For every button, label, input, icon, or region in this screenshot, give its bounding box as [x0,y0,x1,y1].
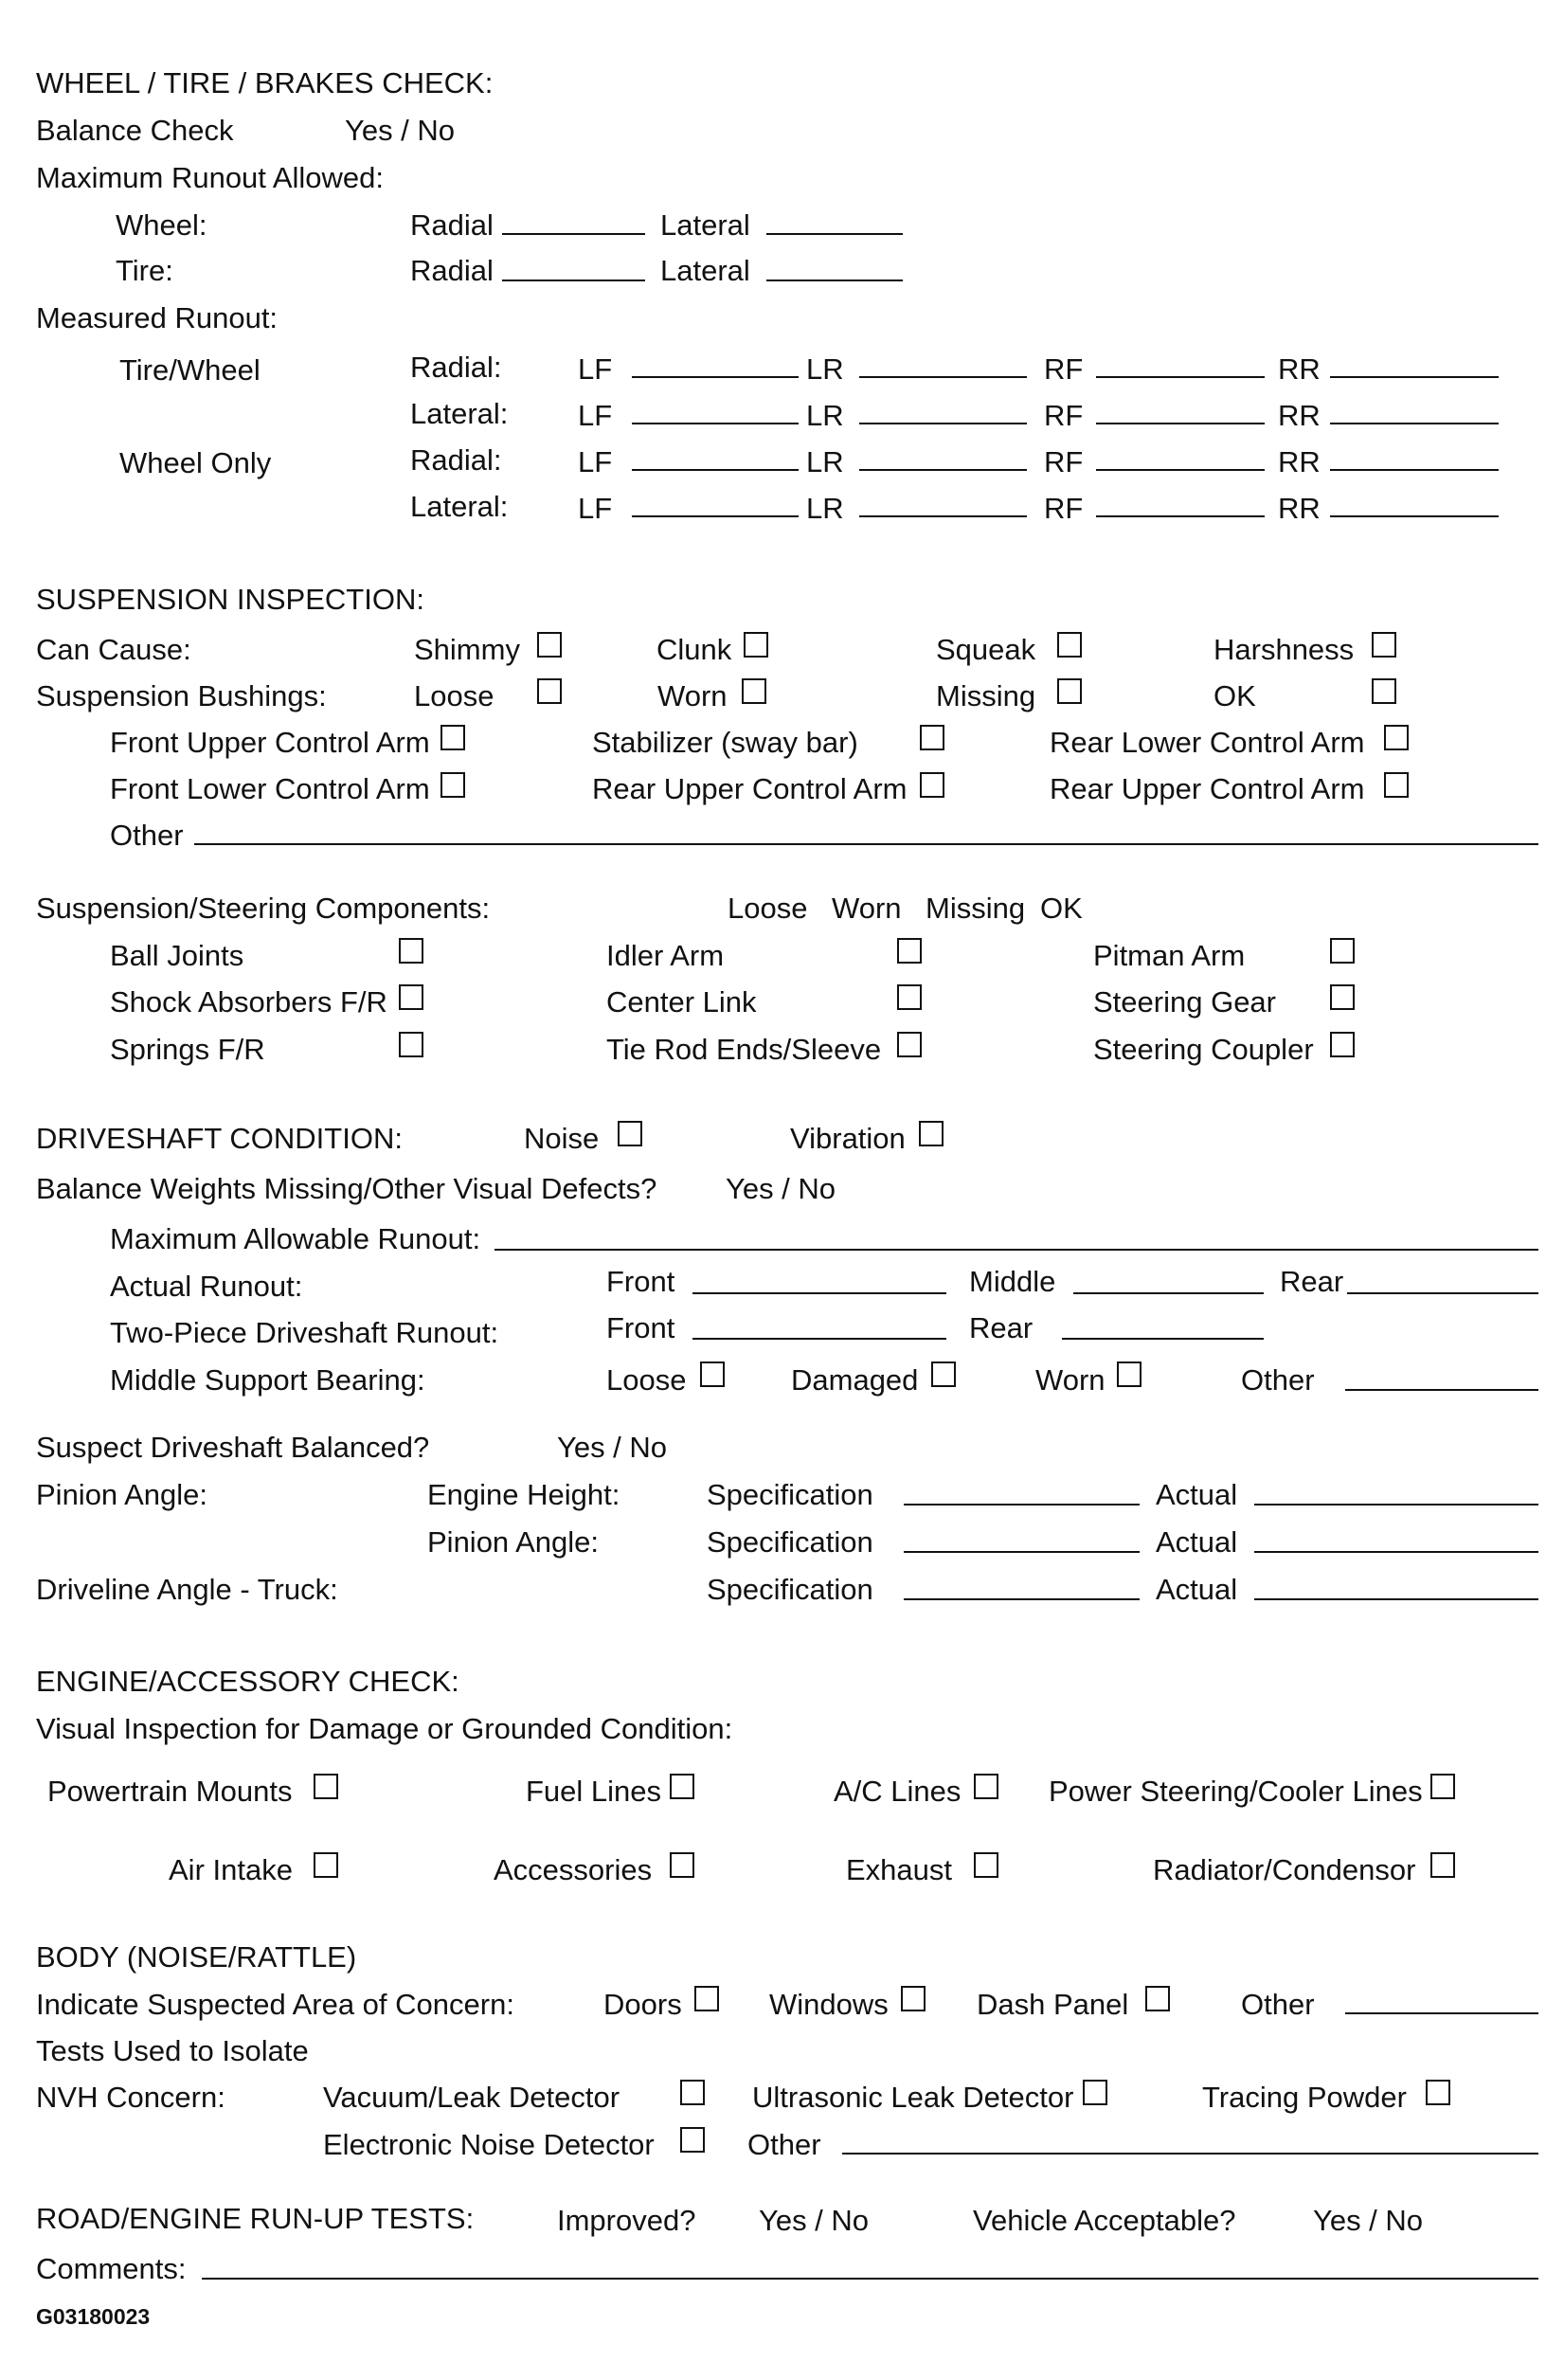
middle-support-label: Middle Support Bearing: [110,1363,425,1397]
two-piece-label: Two-Piece Driveshaft Runout: [110,1316,499,1349]
steering-column-label: Loose [728,892,808,925]
suspension-other-line[interactable] [194,843,1538,845]
tire-label: Tire: [116,254,173,287]
actual-line[interactable] [1254,1551,1538,1553]
bearing-state: Loose [606,1363,687,1397]
two-piece-rear-label: Rear [969,1311,1034,1344]
bushing-part: Rear Lower Control Arm [1050,726,1365,759]
figure-code: G03180023 [36,2304,151,2329]
wheel-lateral-label: Lateral [660,208,750,242]
measured-runout-line[interactable] [1096,423,1265,424]
actual-rear-label: Rear [1280,1265,1344,1298]
engine-item: Air Intake [169,1853,293,1886]
steering-component: Shock Absorbers F/R [110,985,387,1019]
balance-weights-label: Balance Weights Missing/Other Visual Defects? [36,1172,657,1205]
can-cause-checkbox[interactable] [1372,632,1396,658]
bushing-state-checkbox[interactable] [537,678,562,704]
tire-wheel-label: Tire/Wheel [119,353,261,387]
actual-runout-label: Actual Runout: [110,1270,303,1303]
can-cause-checkbox[interactable] [1057,632,1082,658]
body-area: Windows [769,1988,889,2021]
wheel-label: Wheel: [116,208,207,242]
engine-item-checkbox[interactable] [974,1774,998,1799]
measured-runout-line[interactable] [859,376,1027,378]
vehicle-acceptable-label: Vehicle Acceptable? [973,2204,1236,2237]
specification-line[interactable] [904,1598,1140,1600]
engine-item-checkbox[interactable] [1430,1852,1455,1878]
bushing-part-checkbox[interactable] [920,772,944,798]
nvh-tool-checkbox[interactable] [680,2080,705,2105]
bearing-state: Worn [1035,1363,1106,1397]
nvh-tool-checkbox[interactable] [1426,2080,1450,2105]
specification-label: Specification [707,1478,873,1511]
section-heading-wheel: WHEEL / TIRE / BRAKES CHECK: [36,66,494,99]
can-cause-item: Clunk [656,633,732,666]
body-area-checkbox[interactable] [694,1986,719,2011]
actual-middle-line[interactable] [1073,1292,1264,1294]
max-allowable-label: Maximum Allowable Runout: [110,1222,481,1255]
position-label: RF [1044,492,1084,525]
steering-component: Springs F/R [110,1033,265,1066]
bearing-state-checkbox[interactable] [700,1361,725,1387]
bearing-other-line[interactable] [1345,1389,1538,1391]
measured-runout-line[interactable] [1330,469,1499,471]
driveline-label: Driveline Angle - Truck: [36,1573,338,1606]
position-label: LR [806,492,844,525]
bushing-part: Rear Upper Control Arm [1050,772,1365,805]
bushing-state-checkbox[interactable] [1057,678,1082,704]
wheel-lateral-line[interactable] [766,233,903,235]
suspect-balanced-yes-no: Yes / No [557,1431,668,1464]
measured-runout-line[interactable] [1330,423,1499,424]
engine-item-checkbox[interactable] [974,1852,998,1878]
steering-component: Center Link [606,985,757,1019]
bushing-state: OK [1213,679,1256,712]
measured-runout-line[interactable] [1096,515,1265,517]
wheel-radial-label: Radial [410,208,494,242]
steering-component-checkbox[interactable] [399,984,423,1010]
noise-label: Noise [524,1122,600,1155]
body-area-checkbox[interactable] [1145,1986,1170,2011]
engine-height-label: Engine Height: [427,1478,620,1511]
tire-lateral-label: Lateral [660,254,750,287]
engine-item: Power Steering/Cooler Lines [1049,1775,1423,1808]
steering-column-label: Worn [832,892,902,925]
bearing-other-label: Other [1241,1363,1315,1397]
wheel-only-label: Wheel Only [119,446,272,479]
measured-row-label: Lateral: [410,397,509,430]
nvh-tool: Electronic Noise Detector [323,2128,655,2161]
bushings-label: Suspension Bushings: [36,679,327,712]
engine-item-checkbox[interactable] [314,1852,338,1878]
measured-runout-line[interactable] [632,376,799,378]
balance-check-yes-no: Yes / No [345,114,456,147]
steering-component-checkbox[interactable] [1330,938,1355,964]
engine-item-checkbox[interactable] [314,1774,338,1799]
bushing-part: Front Lower Control Arm [110,772,430,805]
nvh-tool: Ultrasonic Leak Detector [752,2081,1074,2114]
actual-label: Actual [1156,1525,1238,1559]
engine-item: Powertrain Mounts [47,1775,293,1808]
bushing-part: Stabilizer (sway bar) [592,726,858,759]
bearing-state-checkbox[interactable] [931,1361,956,1387]
specification-line[interactable] [904,1551,1140,1553]
steering-column-label: OK [1040,892,1083,925]
measured-runout-line[interactable] [859,515,1027,517]
measured-row-label: Radial: [410,443,502,477]
engine-item: A/C Lines [834,1775,962,1808]
body-area-checkbox[interactable] [901,1986,926,2011]
steering-component: Steering Coupler [1093,1033,1314,1066]
engine-item-checkbox[interactable] [670,1774,694,1799]
bushing-state-checkbox[interactable] [742,678,766,704]
two-piece-rear-line[interactable] [1062,1338,1264,1340]
measured-runout-line[interactable] [859,469,1027,471]
two-piece-front-label: Front [606,1311,675,1344]
position-label: RR [1278,492,1321,525]
position-label: RF [1044,352,1084,386]
position-label: LR [806,445,844,478]
balance-check-label: Balance Check [36,114,234,147]
nvh-tool-checkbox[interactable] [680,2127,705,2153]
nvh-other-line[interactable] [842,2153,1538,2155]
measured-row-label: Lateral: [410,490,509,523]
bushing-state: Loose [414,679,494,712]
specification-line[interactable] [904,1504,1140,1506]
measured-row-label: Radial: [410,351,502,384]
actual-label: Actual [1156,1573,1238,1606]
bushing-part-checkbox[interactable] [1384,725,1409,750]
position-label: RR [1278,445,1321,478]
steering-component-checkbox[interactable] [399,1032,423,1057]
body-other-label: Other [1241,1988,1315,2021]
measured-runout-line[interactable] [1330,515,1499,517]
body-area: Dash Panel [977,1988,1129,2021]
can-cause-checkbox[interactable] [744,632,768,658]
position-label: RR [1278,399,1321,432]
position-label: RR [1278,352,1321,386]
can-cause-checkbox[interactable] [537,632,562,658]
measured-runout-line[interactable] [1096,376,1265,378]
specification-label: Specification [707,1573,873,1606]
visual-inspection-label: Visual Inspection for Damage or Grounded Condition: [36,1712,733,1745]
improved-label: Improved? [557,2204,696,2237]
section-heading-road: ROAD/ENGINE RUN-UP TESTS: [36,2202,475,2235]
steering-component-checkbox[interactable] [897,938,922,964]
steering-component-checkbox[interactable] [897,1032,922,1057]
actual-label: Actual [1156,1478,1238,1511]
actual-front-label: Front [606,1265,675,1298]
tire-radial-line[interactable] [502,279,645,281]
specification-label: Specification [707,1525,873,1559]
can-cause-item: Harshness [1213,633,1355,666]
engine-item: Accessories [494,1853,653,1886]
position-label: LF [578,445,613,478]
position-label: RF [1044,399,1084,432]
steering-component: Ball Joints [110,939,244,972]
engine-item: Exhaust [846,1853,953,1886]
engine-item: Radiator/Condensor [1153,1853,1416,1886]
steering-component: Steering Gear [1093,985,1276,1019]
body-other-line[interactable] [1345,2012,1538,2014]
actual-line[interactable] [1254,1504,1538,1506]
position-label: LF [578,492,613,525]
wheel-radial-line[interactable] [502,233,645,235]
measured-runout-line[interactable] [632,423,799,424]
steering-component-checkbox[interactable] [399,938,423,964]
steering-component: Tie Rod Ends/Sleeve [606,1033,882,1066]
nvh-tool: Tracing Powder [1202,2081,1407,2114]
steering-component-checkbox[interactable] [1330,1032,1355,1057]
measured-runout-line[interactable] [859,423,1027,424]
measured-runout-line[interactable] [1330,376,1499,378]
section-heading-body: BODY (NOISE/RATTLE) [36,1940,357,1974]
measured-runout-line[interactable] [632,469,799,471]
steering-component-checkbox[interactable] [897,984,922,1010]
nvh-concern-label: NVH Concern: [36,2081,225,2114]
bushing-part-checkbox[interactable] [920,725,944,750]
bushing-part-checkbox[interactable] [440,772,465,798]
tests-used-label: Tests Used to Isolate [36,2034,309,2067]
measured-runout-line[interactable] [1096,469,1265,471]
steering-column-label: Missing [926,892,1026,925]
tire-lateral-line[interactable] [766,279,903,281]
engine-item-checkbox[interactable] [1430,1774,1455,1799]
bushing-part-checkbox[interactable] [1384,772,1409,798]
bushing-part: Rear Upper Control Arm [592,772,908,805]
can-cause-item: Shimmy [414,633,520,666]
actual-front-line[interactable] [692,1292,946,1294]
bushing-state-checkbox[interactable] [1372,678,1396,704]
steering-component: Idler Arm [606,939,725,972]
nvh-tool-checkbox[interactable] [1083,2080,1107,2105]
engine-item: Fuel Lines [526,1775,662,1808]
steering-component-checkbox[interactable] [1330,984,1355,1010]
actual-rear-line[interactable] [1347,1292,1538,1294]
body-area: Doors [603,1988,682,2021]
suspension-other-label: Other [110,819,184,852]
position-label: LF [578,399,613,432]
section-heading-engine: ENGINE/ACCESSORY CHECK: [36,1665,459,1698]
comments-line[interactable] [202,2278,1538,2280]
bushing-part: Front Upper Control Arm [110,726,430,759]
steering-component: Pitman Arm [1093,939,1246,972]
position-label: LR [806,352,844,386]
suspect-balanced-label: Suspect Driveshaft Balanced? [36,1431,430,1464]
position-label: RF [1044,445,1084,478]
can-cause-label: Can Cause: [36,633,191,666]
max-allowable-line[interactable] [494,1249,1538,1251]
actual-line[interactable] [1254,1598,1538,1600]
bearing-state: Damaged [791,1363,919,1397]
section-heading-driveshaft: DRIVESHAFT CONDITION: [36,1122,403,1155]
nvh-other-label: Other [747,2128,821,2161]
balance-weights-yes-no: Yes / No [726,1172,836,1205]
engine-item-checkbox[interactable] [670,1852,694,1878]
section-heading-suspension: SUSPENSION INSPECTION: [36,583,424,616]
measured-runout-line[interactable] [632,515,799,517]
noise-checkbox[interactable] [618,1121,642,1146]
measured-runout-label: Measured Runout: [36,301,279,334]
comments-label: Comments: [36,2252,187,2285]
bushing-state: Worn [657,679,728,712]
vibration-label: Vibration [790,1122,906,1155]
vibration-checkbox[interactable] [919,1121,944,1146]
can-cause-item: Squeak [936,633,1036,666]
position-label: LR [806,399,844,432]
bearing-state-checkbox[interactable] [1117,1361,1142,1387]
tire-radial-label: Radial [410,254,494,287]
improved-yes-no: Yes / No [759,2204,870,2237]
nvh-tool: Vacuum/Leak Detector [323,2081,620,2114]
pinion-angle-sub-label: Pinion Angle: [427,1525,599,1559]
vehicle-acceptable-yes-no: Yes / No [1313,2204,1424,2237]
pinion-angle-label: Pinion Angle: [36,1478,207,1511]
max-runout-label: Maximum Runout Allowed: [36,161,384,194]
steering-heading: Suspension/Steering Components: [36,892,491,925]
bushing-state: Missing [936,679,1036,712]
two-piece-front-line[interactable] [692,1338,946,1340]
bushing-part-checkbox[interactable] [440,725,465,750]
position-label: LF [578,352,613,386]
indicate-area-label: Indicate Suspected Area of Concern: [36,1988,514,2021]
actual-middle-label: Middle [969,1265,1056,1298]
